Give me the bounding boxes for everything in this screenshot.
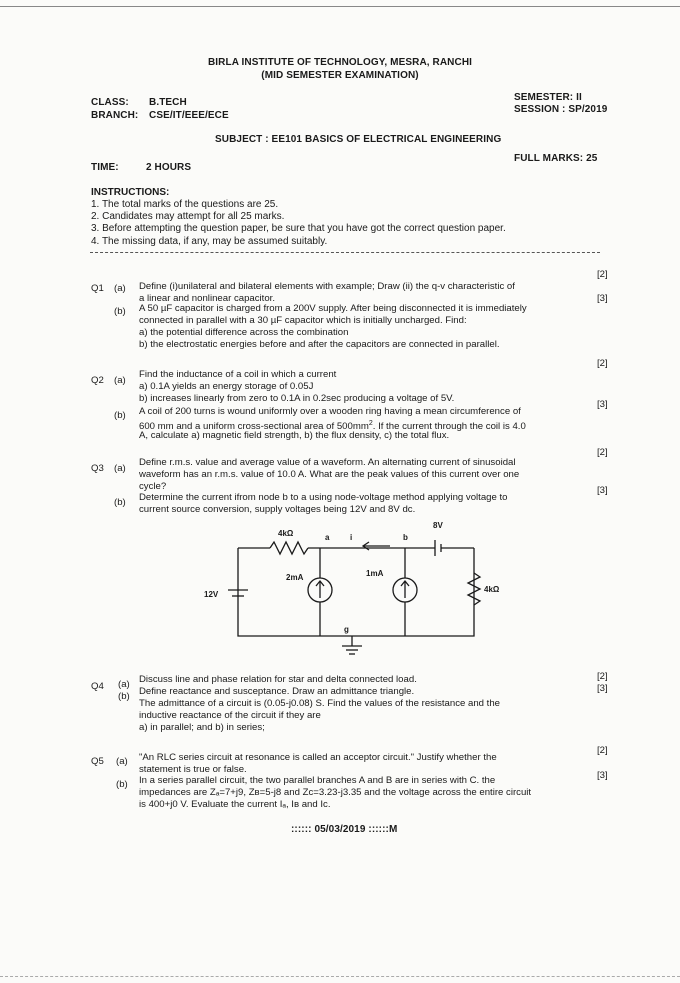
q1a-line: Define (i)unilateral and bilateral elements with example; Draw (ii) the q-v characteristic of (139, 281, 515, 292)
q4a-marks: [2] (597, 671, 608, 682)
scan-top-edge (0, 6, 680, 7)
q2b-line: A, calculate a) magnetic field strength, b) the flux density, c) the total flux. (139, 430, 450, 441)
label-node-a: a (325, 533, 330, 542)
part-label: (a) (114, 375, 126, 386)
q5a-line: statement is true or false. (139, 764, 247, 775)
instructions-title: INSTRUCTIONS: (91, 187, 170, 198)
part-label: (a) (116, 756, 128, 767)
part-label: (b) (118, 691, 130, 702)
label-r2: 4kΩ (484, 585, 500, 594)
q2a-line: b) increases linearly from zero to 0.1A in 0.2sec producing a voltage of 5V. (139, 393, 455, 404)
institute-title: BIRLA INSTITUTE OF TECHNOLOGY, MESRA, RANCHI (207, 57, 473, 68)
q3a-marks: [2] (597, 447, 608, 458)
instruction-item: 2. Candidates may attempt for all 25 marks. (91, 211, 285, 222)
q3b-line: Determine the current ifrom node b to a using node-voltage method applying voltage to (139, 492, 508, 503)
q1b-line: A 50 µF capacitor is charged from a 200V supply. After being disconnected it is immediately (139, 303, 527, 314)
exam-title: (MID SEMESTER EXAMINATION) (261, 70, 419, 81)
question-number: Q3 (91, 463, 104, 474)
q4b-line: a) in parallel; and b) in series; (139, 722, 265, 733)
q2a-line: a) 0.1A yields an energy storage of 0.05J (139, 381, 314, 392)
q2b-marks: [3] (597, 399, 608, 410)
part-label: (a) (114, 283, 126, 294)
question-number: Q1 (91, 283, 104, 294)
q2b-line-a: A coil of 200 turns is wound uniformly over a wooden ring having a mean circumference of (139, 406, 521, 417)
q1b-line: a) the potential difference across the combination (139, 327, 349, 338)
branch-value: CSE/IT/EEE/ECE (149, 110, 229, 121)
q4b-line: The admittance of a circuit is (0.05-j0.08) S. Find the values of the resistance and the (139, 698, 501, 709)
q5a-line: "An RLC series circuit at resonance is called an acceptor circuit." Justify whether the (139, 752, 497, 763)
part-label: (b) (114, 410, 126, 421)
instruction-item: 1. The total marks of the questions are 25. (91, 199, 279, 210)
part-label: (b) (114, 497, 126, 508)
semester: SEMESTER: II (514, 92, 582, 103)
q4b-marks: [3] (597, 683, 608, 694)
footer-date: :::::: 05/03/2019 ::::::M (291, 824, 398, 835)
q3b-marks: [3] (597, 485, 608, 496)
q3b-line: current source conversion, supply voltages being 12V and 8V dc. (139, 504, 416, 515)
label-is1: 2mA (286, 573, 304, 582)
question-number: Q5 (91, 756, 104, 767)
label-v8: 8V (433, 521, 443, 530)
q3a-line: Define r.m.s. value and average value of a waveform. An alternating current of sinusoidal (139, 457, 516, 468)
q1b-line: connected in parallel with a 30 µF capacitor which is initially uncharged. Find: (139, 315, 467, 326)
q4b-line: inductive reactance of the circuit if they are (139, 710, 321, 721)
q1b-line: b) the electrostatic energies before and after the capacitors are connected in parallel. (139, 339, 500, 350)
q2a-marks: [2] (597, 358, 608, 369)
q5b-line: In a series parallel circuit, the two parallel branches A and B are in series with C. the (139, 775, 496, 786)
label-r1: 4kΩ (278, 529, 294, 538)
label-node-b: b (403, 533, 408, 542)
class-value: B.TECH (149, 97, 187, 108)
question-number: Q2 (91, 375, 104, 386)
superscript: 2 (368, 420, 373, 427)
circuit-diagram (200, 518, 530, 666)
q2b-text: 600 mm and a uniform cross-sectional area of 500mm (139, 421, 369, 433)
question-number: Q4 (91, 681, 104, 692)
q3a-line: waveform has an r.m.s. value of 10.0 A. What are the peak values of this current over one (139, 469, 520, 480)
time-value: 2 HOURS (146, 162, 192, 173)
q1a-marks: [2] (597, 269, 608, 280)
q5b-line: is 400+j0 V. Evaluate the current Iₐ, Iʙ and Iᴄ. (139, 799, 331, 810)
branch-label: BRANCH: (91, 110, 139, 121)
q3a-line: cycle? (139, 481, 167, 492)
label-ground: g (344, 625, 349, 634)
q4a-line: Discuss line and phase relation for star and delta connected load. (139, 674, 417, 685)
q2a-line: Find the inductance of a coil in which a current (139, 369, 337, 380)
label-v12: 12V (204, 590, 219, 599)
separator-line (90, 252, 600, 253)
time-label: TIME: (91, 162, 119, 173)
part-label: (b) (114, 306, 126, 317)
part-label: (b) (116, 779, 128, 790)
resistor-4k-top (270, 542, 308, 554)
q2b-line (139, 406, 521, 417)
q1b-marks: [3] (597, 293, 608, 304)
scan-bottom-edge (0, 976, 680, 977)
q5b-marks: [3] (597, 770, 608, 781)
part-label: (a) (114, 463, 126, 474)
instruction-item: 4. The missing data, if any, may be assumed suitably. (91, 236, 328, 247)
instruction-item: 3. Before attempting the question paper, be sure that you have got the correct question paper. (91, 223, 506, 234)
wire (238, 548, 474, 636)
label-is2: 1mA (366, 569, 384, 578)
full-marks: FULL MARKS: 25 (514, 153, 598, 164)
part-label: (a) (118, 679, 130, 690)
session: SESSION : SP/2019 (514, 104, 608, 115)
q1a-line: a linear and nonlinear capacitor. (139, 293, 276, 304)
label-current-i: i (350, 533, 353, 542)
class-label: CLASS: (91, 97, 129, 108)
q2b-text: . If the current through the coil is 4.0 (372, 421, 526, 433)
subject-title: SUBJECT : EE101 BASICS OF ELECTRICAL ENGINEERING (215, 134, 502, 145)
q5a-marks: [2] (597, 745, 608, 756)
q5b-line: impedances are Zₐ=7+j9, Zʙ=5-j8 and Zᴄ=3.23-j3.35 and the voltage across the entire circuit (139, 787, 532, 798)
q4b-line: Define reactance and susceptance. Draw an admittance triangle. (139, 686, 415, 697)
